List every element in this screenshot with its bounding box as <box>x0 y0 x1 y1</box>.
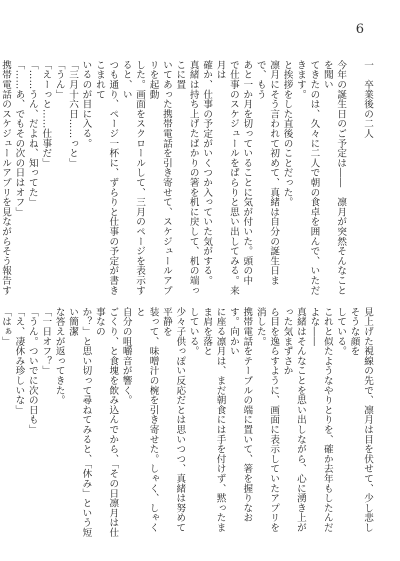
text-line: 「……うん、だよね、知ってた」 <box>26 60 38 207</box>
text-line: 凛月にそう言われて初めて、真緒は自分の誕生日まで、もう <box>254 60 280 286</box>
text-line: 一 卒業後の二人 <box>362 60 373 139</box>
text-line: てきたのは、久々に二人で朝の食卓を囲んで、いただきます。 <box>294 60 320 296</box>
text-line: ら目を逸らすように、画面に表示していたアプリを消した。 <box>254 307 280 533</box>
text-line: で仕事のスケジュールをぱらりと思い出してみる。来月は <box>214 60 239 296</box>
text-line: 「……あ、でもその次の日はオフ」 <box>13 60 25 217</box>
text-line: した。画面をスクロールして、三月のページを表示すると、い <box>120 60 146 296</box>
text-line: ごくり、と食塊を飲み込んでから、「その日凛月は仕事なの <box>93 307 119 538</box>
text-line: 「うん。ついでに次の日も」 <box>26 307 38 435</box>
text-line <box>347 60 360 297</box>
text-line: あと一か月を切っていることに気が付いた。頭の中 <box>241 60 253 286</box>
lower-text-block <box>0 307 374 539</box>
text-line: 少々子供っぽい反応だとは思いつつ、真緒は努めて平静を <box>160 307 186 533</box>
text-line: と挨拶をした直後のことだった。 <box>281 60 293 207</box>
text-line: 携帯電話のスケジュールアプリを見ながらそう報告す <box>0 60 12 296</box>
upper-text-block <box>0 60 374 297</box>
text-line: 見上げた視線の先で、凛月は目を伏せて、少し悲しそうな顔を <box>348 307 373 533</box>
text-line: に座る凛月は、まだ朝食には手を付けず、黙ったまま肩を落と <box>201 307 226 533</box>
text-line: いてあった携帯電話を引き寄せて、スケジュールアプリを起動 <box>147 60 172 296</box>
text-line: 真緒はそんなことを思い出しながら、心に湧き上がった気まずさか <box>281 307 306 533</box>
text-line: いるのが目に入る。 <box>80 60 92 149</box>
text-line: つも通り、ページ一杯に、ずらりと仕事の予定が書きこまれて <box>93 60 119 296</box>
text-line: 「三月十六日……っと」 <box>67 60 79 168</box>
text-line: 自分の咀嚼音が響く。 <box>120 307 132 405</box>
text-line: これと似たようなやりとりを、確か去年もしたんだよな―― <box>308 307 333 533</box>
text-line: か？」と思い切って尋ねてみると、「休み」という短い簡潔 <box>67 307 92 538</box>
text-line: 「えーっと……仕事だ」 <box>40 60 52 168</box>
text-line: な答えが返ってきた。 <box>53 307 65 405</box>
page-number: 6 <box>355 22 364 37</box>
text-line: 「うん」 <box>53 60 65 100</box>
text-line: 真緒は持ち上げたばかりの箸を机に戻して、机の端っこに置 <box>174 60 199 296</box>
text-line: している。 <box>335 307 347 356</box>
text-line: 「え、凄休み珍しいな」 <box>13 307 25 415</box>
text-line: 「はぁ」 <box>0 307 12 347</box>
text-line: 確か、仕事の予定がいくつか入っていた気がする。 <box>201 60 213 286</box>
text-line: 携帯電話をテーブルの端に置いて、箸を握りなおす。向かい <box>227 307 253 523</box>
text-line: 今年の誕生日のご予定は―― 凛月が突然そんなことを聞い <box>321 60 347 296</box>
text-line: 装って、味噌汁の椀を引き寄せた。しゃく、しゃくと <box>134 307 159 533</box>
text-line: 「一日オフ？」 <box>40 307 52 376</box>
text-line: している。 <box>187 307 199 356</box>
